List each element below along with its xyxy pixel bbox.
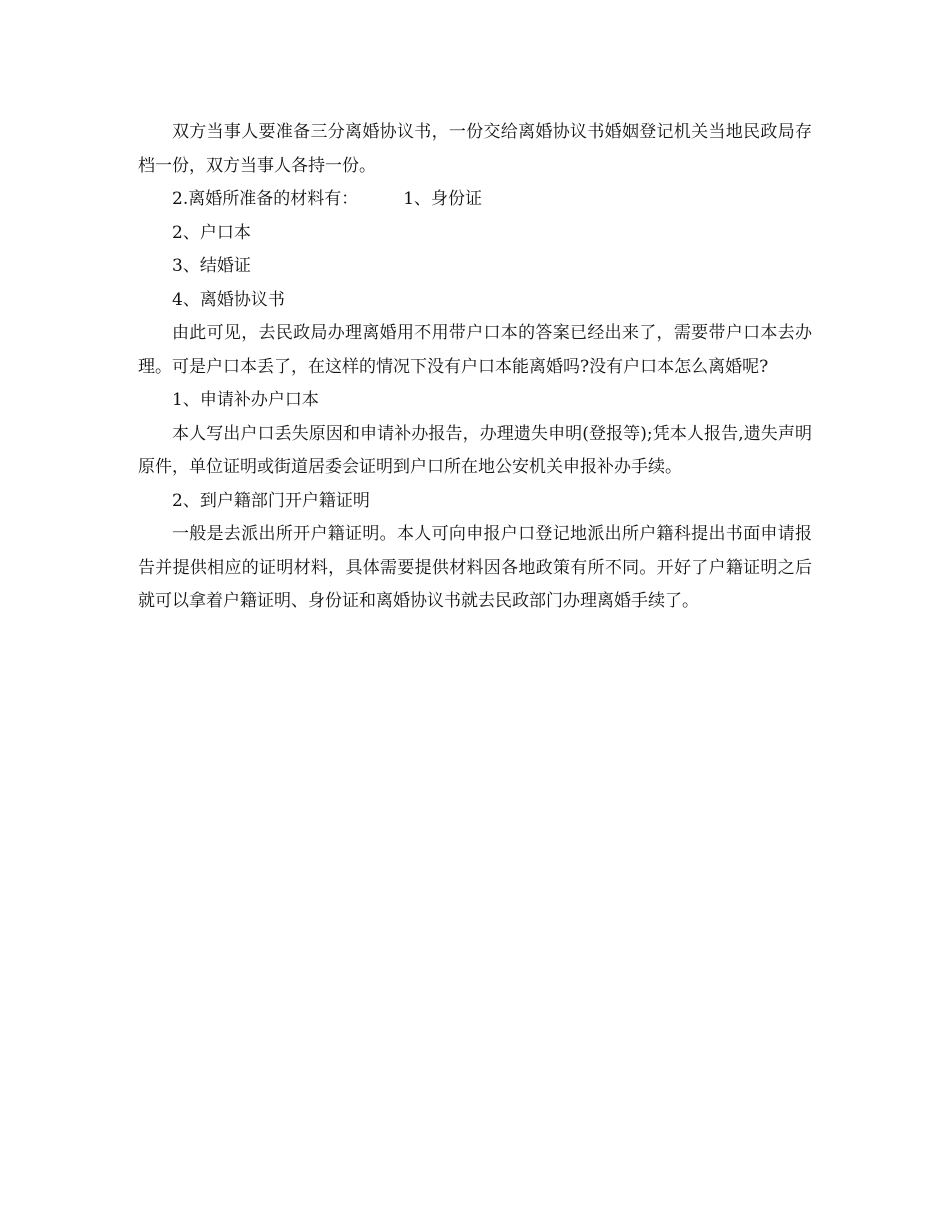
- materials-item-1: 1、身份证: [403, 189, 483, 209]
- step-2-paragraph: 一般是去派出所开户籍证明。本人可向申报户口登记地派出所户籍科提出书面申请报告并提供相应的证明材料，具体需要提供材料因各地政策有所不同。开好了户籍证明之后就可以拿着户籍证明、身份证和离婚协议书就去民政部门办理离婚手续了。: [138, 524, 812, 611]
- step-1-heading: 1、申请补办户口本: [172, 390, 319, 410]
- materials-heading: 2.离婚所准备的材料有：: [172, 189, 359, 209]
- materials-item-4: 4、离婚协议书: [172, 289, 285, 310]
- materials-heading-line: [138, 183, 812, 217]
- document-body: [138, 116, 812, 619]
- step-2-heading: 2、到户籍部门开户籍证明: [172, 490, 370, 511]
- intro-paragraph: 双方当事人要准备三分离婚协议书，一份交给离婚协议书婚姻登记机关当地民政局存档一份，双方当事人各持一份。: [138, 122, 812, 176]
- materials-item-2: 2、户口本: [172, 222, 251, 243]
- materials-item-3: 3、结婚证: [172, 256, 251, 276]
- step-1-paragraph: 本人写出户口丢失原因和申请补办报告，办理遗失申明(登报等);凭本人报告,遗失声明原件，单位证明或街道居委会证明到户口所在地公安机关申报补办手续。: [138, 423, 812, 477]
- conclusion-paragraph: 由此可见，去民政局办理离婚用不用带户口本的答案已经出来了，需要带户口本去办理。可是户口本丢了，在这样的情况下没有户口本能离婚吗?没有户口本怎么离婚呢?: [138, 323, 812, 377]
